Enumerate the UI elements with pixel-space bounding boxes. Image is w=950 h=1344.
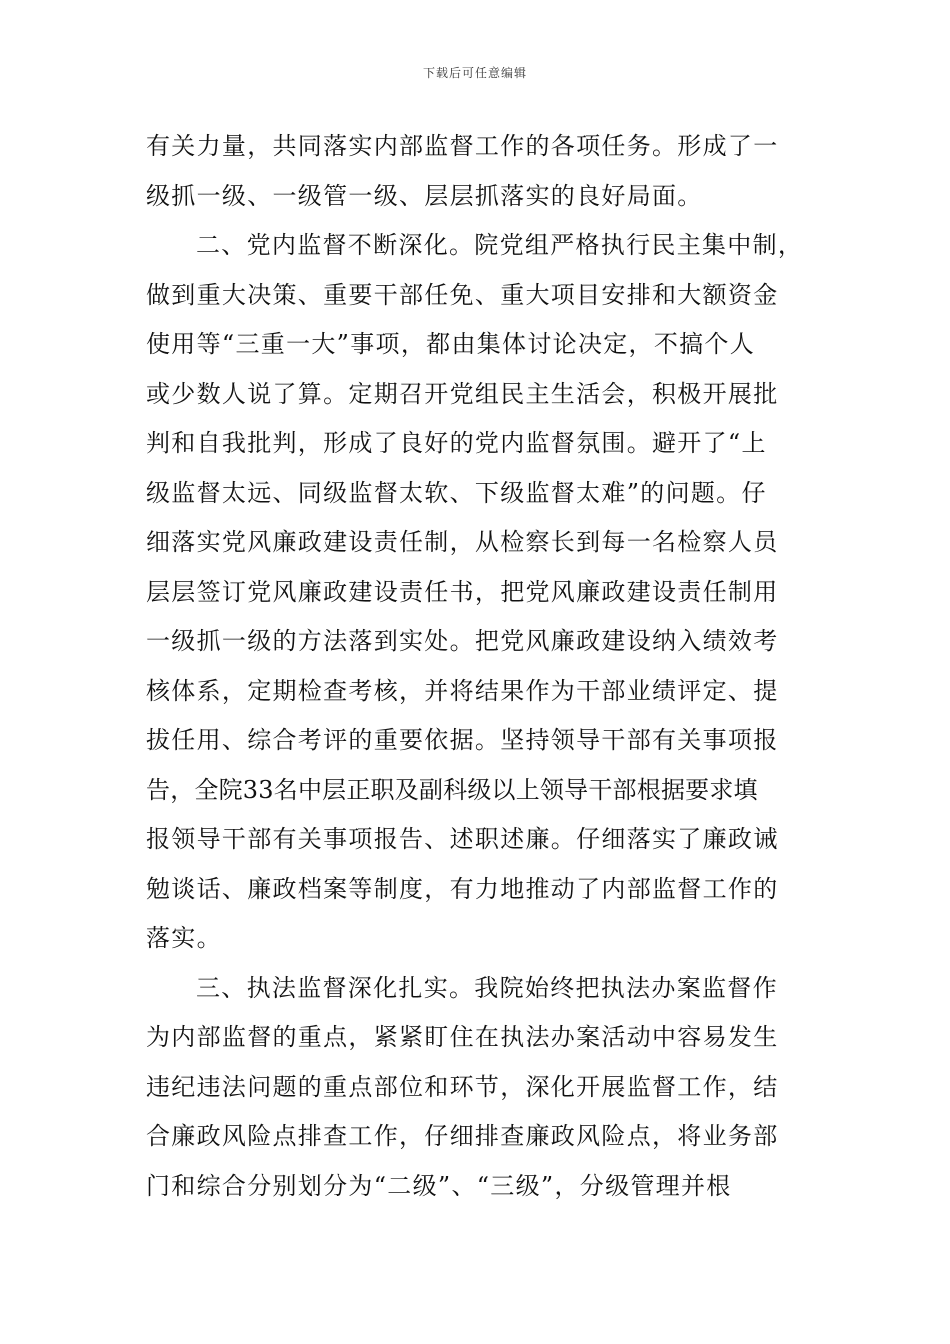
text-line: 拔任用、综合考评的重要依据。坚持领导干部有关事项报 bbox=[146, 726, 779, 754]
text-line: 一级抓一级的方法落到实处。把党风廉政建设纳入绩效考 bbox=[146, 627, 779, 655]
text-line: 告，全院33名中层正职及副科级以上领导干部根据要求填 bbox=[146, 775, 758, 804]
text-line: 判和自我批判，形成了良好的党内监督氛围。避开了“上 bbox=[146, 429, 767, 457]
text-line: 级抓一级、一级管一级、层层抓落实的良好局面。 bbox=[146, 181, 703, 210]
text-line: 级监督太远、同级监督太软、下级监督太难”的问题。仔 bbox=[146, 478, 767, 507]
text-line: 层层签订党风廉政建设责任书，把党风廉政建设责任制用 bbox=[146, 577, 779, 606]
text-line: 核体系，定期检查考核，并将结果作为干部业绩评定、提 bbox=[146, 676, 779, 705]
text-line: 或少数人说了算。定期召开党组民主生活会，积极开展批 bbox=[146, 379, 779, 408]
text-line: 门和综合分别划分为“二级”、“三级”，分级管理并根 bbox=[146, 1171, 732, 1200]
section-three-heading-line: 三、执法监督深化扎实。我院始终把执法办案监督作 bbox=[196, 973, 778, 1002]
text-line: 细落实党风廉政建设责任制，从检察长到每一名检察人员 bbox=[146, 528, 779, 556]
text-line: 合廉政风险点排查工作，仔细排查廉政风险点，将业务部 bbox=[146, 1122, 779, 1150]
body-text bbox=[146, 122, 806, 1211]
header-note: 下载后可任意编辑 bbox=[422, 66, 527, 80]
text-line: 勉谈话、廉政档案等制度，有力地推动了内部监督工作的 bbox=[146, 874, 779, 903]
text-line: 使用等“三重一大”事项，都由集体讨论决定，不搞个人 bbox=[146, 330, 756, 358]
text-line: 落实。 bbox=[146, 924, 222, 952]
section-two-heading-line: 二、党内监督不断深化。院党组严格执行民主集中制， bbox=[196, 231, 804, 259]
text-line: 为内部监督的重点，紧紧盯住在执法办案活动中容易发生 bbox=[146, 1023, 779, 1051]
text-line: 违纪违法问题的重点部位和环节，深化开展监督工作，结 bbox=[146, 1072, 779, 1101]
text-line: 报领导干部有关事项报告、述职述廉。仔细落实了廉政诫 bbox=[146, 825, 779, 853]
text-line: 做到重大决策、重要干部任免、重大项目安排和大额资金 bbox=[146, 280, 779, 309]
text-line: 有关力量，共同落实内部监督工作的各项任务。形成了一 bbox=[146, 132, 779, 160]
